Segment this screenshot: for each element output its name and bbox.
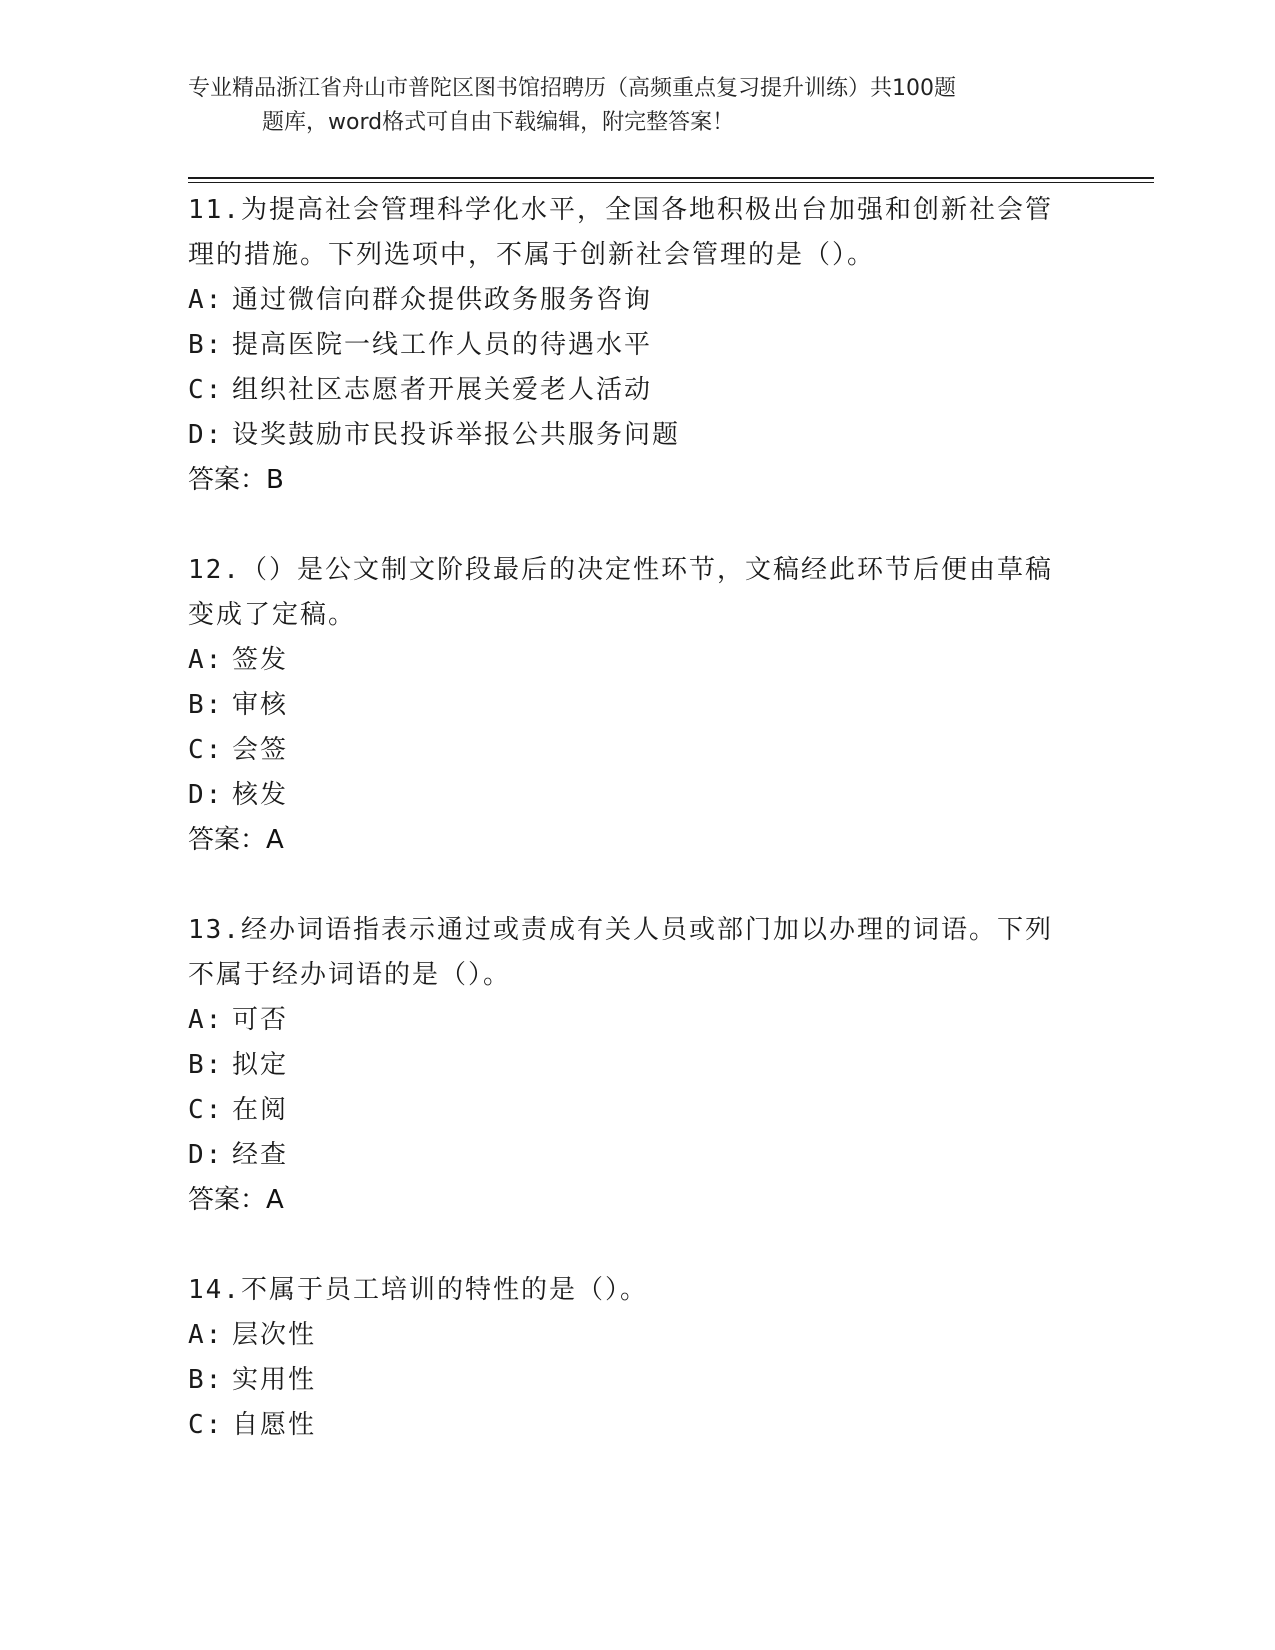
option-d [188,413,1078,458]
option-b [188,323,1078,368]
option-key: C: [188,1095,224,1125]
option-c [188,1088,1078,1133]
option-text: 会签 [232,735,289,765]
option-text: 可否 [232,1005,289,1035]
question-14 [188,1268,1078,1448]
document-title-line-1: 专业精品浙江省舟山市普陀区图书馆招聘历（高频重点复习提升训练）共100题 [188,76,956,101]
answer-line: 答案：A [188,1185,284,1215]
option-key: D: [188,780,224,810]
option-a [188,278,1078,323]
option-key: D: [188,1140,224,1170]
option-text: 核发 [232,780,289,810]
option-text: 组织社区志愿者开展关爱老人活动 [232,375,653,405]
header-divider-thin [188,182,1154,183]
question-stem: 13.经办词语指表示通过或责成有关人员或部门加以办理的词语。下列不属于经办词语的是（）。 [188,915,1053,990]
option-text: 拟定 [232,1050,289,1080]
question-stem: 11.为提高社会管理科学化水平，全国各地积极出台加强和创新社会管理的措施。下列选项中，不属于创新社会管理的是（）。 [188,195,1053,270]
option-text: 签发 [232,645,289,675]
option-key: B: [188,690,224,720]
option-key: D: [188,420,224,450]
option-b [188,683,1078,728]
option-a [188,998,1078,1043]
option-c [188,728,1078,773]
option-text: 层次性 [232,1320,317,1350]
answer-line: 答案：B [188,465,284,495]
header-divider-thick [188,177,1154,179]
option-text: 实用性 [232,1365,317,1395]
question-13 [188,908,1078,1223]
option-key: A: [188,1320,224,1350]
question-12 [188,548,1078,863]
option-a [188,638,1078,683]
option-key: B: [188,1050,224,1080]
question-stem: 14.不属于员工培训的特性的是（）。 [188,1275,648,1305]
question-11 [188,188,1078,503]
document-header [188,72,1068,140]
option-c [188,368,1078,413]
option-text: 提高医院一线工作人员的待遇水平 [232,330,653,360]
option-b [188,1043,1078,1088]
answer-line: 答案：A [188,825,284,855]
option-key: C: [188,735,224,765]
question-stem: 12.（）是公文制文阶段最后的决定性环节，文稿经此环节后便由草稿变成了定稿。 [188,555,1053,630]
option-c [188,1403,1078,1448]
document-title-line-2: 题库，word格式可自由下载编辑，附完整答案！ [262,110,735,135]
option-text: 在阅 [232,1095,289,1125]
option-key: A: [188,285,224,315]
option-b [188,1358,1078,1403]
option-key: B: [188,330,224,360]
question-list [188,188,1078,1493]
option-key: C: [188,375,224,405]
option-text: 自愿性 [232,1410,317,1440]
option-text: 设奖鼓励市民投诉举报公共服务问题 [232,420,681,450]
option-key: A: [188,1005,224,1035]
option-key: A: [188,645,224,675]
option-text: 审核 [232,690,289,720]
option-d [188,773,1078,818]
option-d [188,1133,1078,1178]
option-a [188,1313,1078,1358]
option-text: 经查 [232,1140,289,1170]
option-text: 通过微信向群众提供政务服务咨询 [232,285,653,315]
option-key: C: [188,1410,224,1440]
option-key: B: [188,1365,224,1395]
